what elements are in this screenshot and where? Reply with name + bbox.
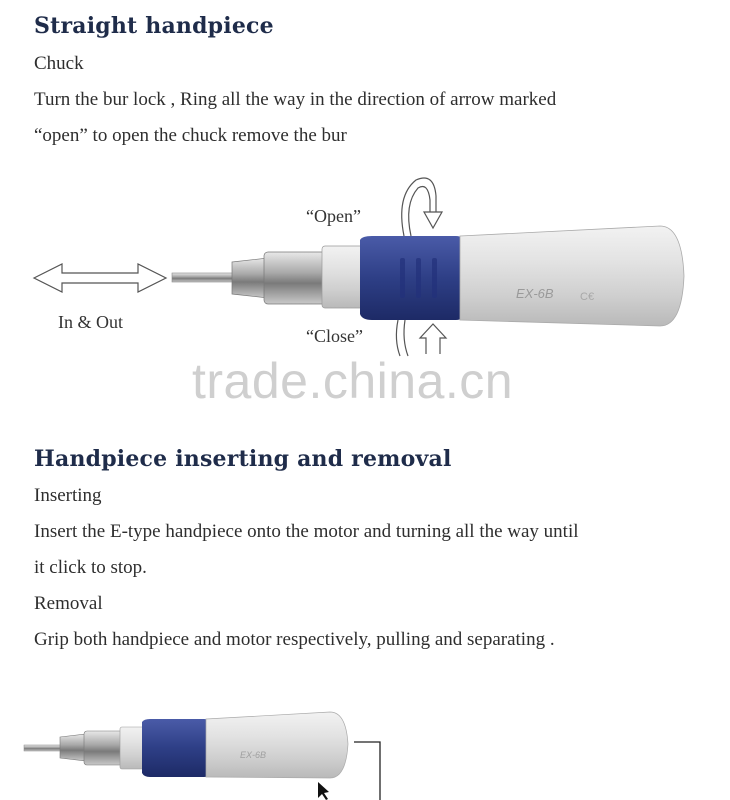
blue-grip-2: [142, 719, 210, 777]
handpiece-body-2: [206, 712, 348, 778]
bracket-line: [354, 742, 380, 800]
in-out-label: In & Out: [58, 312, 123, 332]
inserting-text-line-1: Insert the E-type handpiece onto the motor and turning all the way until: [34, 521, 579, 542]
bur-shaft-2: [24, 745, 64, 751]
model-engraving: EX-6B: [516, 286, 554, 301]
chuck-instruction-line-1: Turn the bur lock , Ring all the way in the direction of arrow marked: [34, 89, 557, 110]
open-label: “Open”: [306, 206, 361, 226]
inserting-text-line-2: it click to stop.: [34, 557, 147, 578]
removal-subtitle: Removal: [34, 593, 103, 614]
watermark: trade.china.cn: [192, 353, 514, 409]
svg-text:C€: C€: [580, 291, 595, 303]
chuck-subtitle: Chuck: [34, 53, 84, 74]
section-title-straight-handpiece: Straight handpiece: [34, 13, 274, 39]
pointer-icon: [318, 782, 329, 800]
removal-text: Grip both handpiece and motor respectively, pulling and separating .: [34, 629, 555, 650]
close-label: “Close”: [306, 326, 363, 346]
chuck-instruction-line-2: “open” to open the chuck remove the bur: [34, 125, 347, 146]
model-engraving-2: EX-6B: [240, 750, 267, 760]
section-title-inserting-removal: Handpiece inserting and removal: [34, 446, 452, 472]
inserting-subtitle: Inserting: [34, 485, 102, 506]
